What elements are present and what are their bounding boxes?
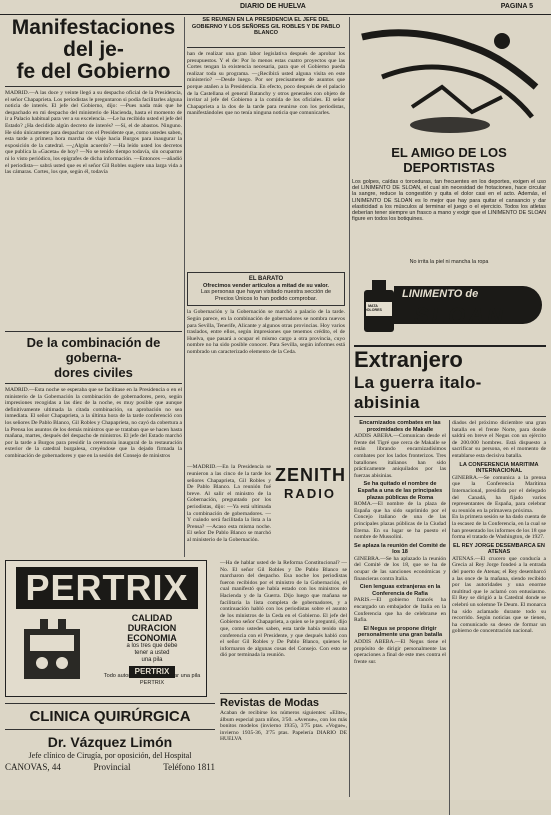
- claim-text: tener a usted: [134, 650, 170, 656]
- subheadline: Encarnizados combates en las proximidades de Makalle: [359, 420, 441, 433]
- article-body: ADDIS ABEBA.—Comunican desde el frente del Tigré que cerca de Makalle se están librando encarnizadísimos combates por los lados fronterizos. Tres batallones italianos han sido prácticamente aniquilados por las fuerzas abisinias.: [354, 433, 446, 479]
- headline-combinacion: [5, 335, 182, 380]
- column-rule: [184, 17, 185, 557]
- article-body: ROMA.—El nombre de la plaza de España que ha sido suprimido por el Concejo italiano de una de las principales plazas públicas de la Ciudad Eterna. En su lugar se ha puesto el nombre de Mussolini.: [354, 501, 446, 541]
- pertrix-footer: [102, 673, 202, 686]
- runners-illustration: [352, 17, 546, 145]
- footer-text: pila PERTRIX: [139, 673, 201, 686]
- clinica-phone: Teléfono 1811: [163, 762, 215, 772]
- article-body: ADDIS ABEBA.—El Negus tiene el propósito de dirigir personalmente las operaciones a final de este mes contra el frente sur.: [354, 639, 446, 665]
- headline-guerra: La guerra italo-abisinia: [354, 373, 482, 412]
- article-body: MADRID.—A las doce y veinte llegó a su despacho oficial de la Presidencia, el señor Chapaprieta. Los periodistas le preguntaron si podía facilitarles alguna noticia de interés. El jefe del Gobierno, dijo: —Pues nada más que he despachado en mi despacho del ministerio de Hacienda, hasta el momento de ir a Palacio habitual para ver a su excelencia. —Le ha recibido usted el jefe del Estado? ¿Ha decidido algún decreto de interés? —Sí, el de abastos. Ninguno. He sido únicamente para despachar con el Presidente que, como ustedes saben, esta tarde a primera hora marcha de viaje hacia Burgos para inaugurar la exposición de la catedral. —¿Algún acuerdo? —Ha leído usted los decretos que publica la «Gaceta» de hoy? —No se tenido tiempo todavía, sin ocuparme ni lo visto periódico, los epígrafes de dicha información. —Entonces —añadió el periodista— sabrá usted que es el señor Gil Robles sugiere una larga vida a las cámaras. Cortes, los que, según él, todavía: [5, 90, 182, 176]
- extranjero-columns: [354, 420, 546, 815]
- divider: [187, 47, 345, 48]
- headline-line: dores civiles: [54, 365, 133, 380]
- pertrix-claims: [102, 613, 202, 678]
- subheadline: Cien lenguas extranjeras en la Conferencia de Rafia: [359, 584, 441, 597]
- sloan-banner-block: [354, 280, 544, 334]
- article-body: GINEBRA.—Se comunica a la prensa que la Conferencia Marítima Internacional, presidida por el delegado del Canadá, ha fijado varios representantes de España, para celebrar su reunión en la primavera próxima.: [452, 474, 546, 514]
- subheadline: SE REUNEN EN LA PRESIDENCIA EL JEFE DEL GOBIERNO Y LOS SEÑORES GIL ROBLES Y DE PABLO BLANCO: [191, 17, 341, 37]
- revistas-box: [220, 690, 347, 798]
- divider: [354, 416, 546, 417]
- doctor-name: Dr. Vázquez Limón: [47, 734, 173, 750]
- page-number: PAGINA 5: [500, 3, 533, 10]
- divider: [5, 729, 215, 730]
- article-body: la Gobernación y la Gobernación se marchó a palacio de la tarde. Según parece, en la combinación de gobernadores se nombra nuevos para Sevilla, Tenerife, Alicante y algunos otras provincias. Hoy varios traslados, entre ellos, según impresiones que tenemos crédito, el de Huelva, que pasará a ocupar el mismo cargo a otra provincia, cuyo nombre no ha sido posible conocer. Para Sevilla, según informes está nombrado un caracterizado elemento de la Ceda.: [187, 309, 345, 355]
- sloan-title-line: EL AMIGO DE LOS: [391, 145, 507, 160]
- extranjero-col-a: [354, 420, 446, 815]
- article-body: GINEBRA.—Se ha aplazado la reunión del Comité de los 18, que se ha de ocupar de las sanciones económicas y financieras contra Italia.: [354, 555, 446, 582]
- headline-line: fe del Gobierno: [16, 60, 171, 83]
- subheadline: El Negus se propone dirigir personalmente una gran batalla: [357, 625, 443, 639]
- divider: [5, 383, 182, 384]
- claim-text: CALIDAD: [131, 613, 173, 623]
- pertrix-logo: PERTRIX: [16, 567, 198, 609]
- zenith-row: [187, 464, 346, 543]
- footer-text: llevar una: [165, 673, 190, 679]
- battery-illustration: [18, 615, 98, 687]
- article-body: han de realizar una gran labor legislativa después de aprobar los presupuestos. Y el de: Por lo menos estas cuatro proyectos que las Cortes tengan la existencia necesaria, para que el Gobierno pueda realizar toda su programa. —¿Recibirá usted alguna visita en este ministerio? —Desde luego. Por ser precisamente de asuntos que porque atañen a la Presidencia. En efecto, poco después de el palacio de la Castellana el general Batanchy y otros generales con objeto de invitar al jefe del Gobierno a la comida de los oficiales. El señor Chapaprieta a la dos de la tarde para reunirse con los periodistas, manifestándoles que no tenía ninguna noticia que comunicarles.: [187, 51, 345, 117]
- article-body: diados del próximo diciembre una gran batalla en el frente Norte, para donde saldrá en breve el Negus con un ejército de 200.000 hombres. Está dispuesto a sacrificar su persona, en el momento de entablarse esta decisiva batalla.: [452, 420, 546, 459]
- sloan-note: No irrita la piel ni mancha la ropa: [409, 259, 489, 265]
- divider: [5, 86, 182, 87]
- divider: [5, 703, 215, 704]
- clinica-address: CANOVAS, 44: [5, 762, 61, 772]
- page-header: [0, 0, 551, 15]
- article-body: MADRID.—Esta noche se esperaba que se facilitase en la Presidencia o en el ministerio de la Gobernación la combinación de gobernadores, pero, según impresiones recogidas a las diez de la noche, es muy posible que aunque definitivamente ultimada la citada combinación, su aprobación no sea inmediata. El señor Chapaprieta, a la última hora de la tarde conferenció con los señores De Pablo Blanco, Gil Robles y Chapaprieta, no cayó da cobertura a la Prensa los asuntos de los demás ministros que se trataban que se hacen hasta mañana, martes, después del despacho de ministros. El jefe del Estado marchó por la tarde a Burgos para presidir la ceremonia inaugural de la restauración exterior de la catedral burgalesa, creyéndose que la dejado firmada la combinación de gobernadores y que en la sesión del Consejo de ministros: [5, 387, 182, 459]
- article-body: —Ha de hablar usted de la Reforma Constitucional? —No. El señor Gil Robles y De Pablo Blanco se marcharon del despacho. Esa noche los periodistas fueron recibidos por el ministro de la Gobernación, el cual manifestó que había estado con los ministros de Hacienda y de la Guerra. Dijo luego que mañana se facilitaría la lista completa de gobernadores, y a continuación habló con los periodistas sobre el asunto de los ministros de la Ceda en el Gobierno. El jefe del Gobierno señor Chapaprieta, a quien se le preguntó, dijo que, como ustedes saben, esta tarde había tenido una conferencia con el Presidente, y que después habló con el señor Gil Robles y De Pablo Blanco, quienes le informaron de algunas cosas del Consejo. Con esto se dió por terminada la reunión.: [220, 560, 347, 659]
- column-1: [5, 17, 182, 557]
- bottle-label: MATA DOLORES: [364, 304, 382, 312]
- clinica-title: CLINICA QUIRÚRGICA: [29, 708, 191, 725]
- revistas-body: Acaban de recibirse los números siguientes: «Elite», álbum especial para niños, 3'50. «Avenue», con los más bonitos modelos (invierno 1935), 3'75 ptas. «Vogue», invierno 1935-36, 3'75 ptas. Papelería DIARIO DE HUELVA: [220, 710, 347, 743]
- column-2-lower: [220, 560, 347, 690]
- clinica-contact: [5, 761, 215, 773]
- ad-title: EL BARATO: [248, 276, 284, 282]
- pertrix-small-logo: PERTRIX: [129, 666, 176, 678]
- subheadline: EL REY JORGE DESEMBARCA EN ATENAS: [453, 542, 545, 556]
- claim-text: a los tres que debe: [126, 643, 178, 649]
- subheadline: Se aplaza la reunión del Comité de los 18: [354, 542, 447, 556]
- ad-el-barato: [187, 272, 345, 306]
- divider: [220, 693, 347, 694]
- subheadline: Se ha quitado el nombre de España a una de las principales plazas públicas de Roma: [357, 481, 443, 501]
- revistas-title: Revistas de Modas: [220, 697, 320, 709]
- radio-label: RADIO: [284, 486, 336, 502]
- column-rule: [349, 17, 350, 797]
- ad-zenith-radio: [275, 464, 345, 514]
- article-body: En la primera sesión se ha dado cuenta de la escasez de la Conferencia, en la cual se han presentado los informes de los 18 que forma el tratado de Washington, de 1927.: [452, 514, 546, 541]
- sloan-title: [352, 145, 546, 175]
- headline-manifestaciones: [5, 17, 182, 83]
- claim-text: ECONOMIA: [127, 633, 177, 643]
- extranjero-section: [354, 345, 546, 797]
- claim-text: DURACION: [127, 623, 177, 633]
- ad-clinica: [5, 700, 215, 798]
- article-body: PARIS.—El gobierno francés ha encargado un embajador de Italia en la Conferencia que ha de celebrarse en Rafia.: [354, 597, 446, 624]
- zenith-logo: ZENITH: [275, 465, 346, 486]
- sloan-brand-line: LINIMENTO de: [402, 288, 479, 300]
- footer-text: Todo automovilista debe: [103, 673, 165, 679]
- section-title: Extranjero: [354, 347, 463, 372]
- doctor-description: Provincial: [93, 762, 131, 772]
- article-body: —MADRID.—En la Presidencia se reunieron a las cinco de la tarde los señores Chapaprieta, Gil Robles y De Pablo Blanco. La reunión fué breve. Al salir el ministro de la Gobernación, preguntado por los periodistas, dijo: —Ya está ultimada la combinación de gobernadores. —Y cuándo será facilitada la lista a la Prensa? —Acaso esta misma noche. El señor De Pablo Blanco se marchó al ministerio de la Gobernación.: [187, 464, 271, 543]
- sloan-title-line: DEPORTISTAS: [403, 160, 495, 175]
- newspaper-name: DIARIO DE HUELVA: [240, 3, 306, 10]
- extranjero-col-b: [452, 420, 546, 815]
- ad-pertrix: [5, 560, 207, 697]
- article-body: ATENAS.—El crucero que conducía a Grecia al Rey Jorge fondeó a la entrada del puerto de Atenas; el Rey desembarcó a las once de la mañana, siendo recibido por las autoridades y una enorme multitud que le aclamó con entusiasmo. El Rey se dirigió a la Catedral donde se celebró un solemne Te Deum. El monarca ha sido aclamado durante todo su recorrido. Según noticias que se tienen, ha comunicado su deseo de formar un gobierno de concentración nacional.: [452, 555, 546, 635]
- headline-line: De la combinación de goberna-: [26, 335, 161, 365]
- divider: [5, 331, 182, 332]
- headline-line: Manifestaciones del je-: [11, 16, 176, 61]
- subheadline: LA CONFERENCIA MARITIMA INTERNACIONAL: [459, 461, 539, 475]
- ad-body: Las personas que hayan visitado nuestra sección de Precios Únicos lo han podido comprobar.: [200, 289, 332, 302]
- claim-text: una pila: [141, 657, 163, 663]
- doctor-description: Jefe clínico de Cirugía, por oposición, del Hospital: [28, 751, 192, 760]
- ad-subtitle: Ofrecimos vender artículos a mitad de su valor.: [203, 282, 329, 289]
- sloan-brand-name: SLOAN: [414, 303, 506, 328]
- sloan-body: Los golpes, caídas o torceduras, tan frecuentes en los deportes, exigen el uso del LINIMENTO DE SLOAN, el cual sin necesidad de frotaciones, hace circular la sangre, reduce la congestión y quita el dolor casi en el acto. Además, el LINIMENTO DE SLOAN es lo mejor que hay para quitar el cansancio y dar elasticidad a los músculos al terminar el juego o el ejercicio. Todos los atletas deberían tener siempre un frasco a mano y exigir que el LINIMENTO DE SLOAN figure en todos los botiquines.: [352, 179, 546, 223]
